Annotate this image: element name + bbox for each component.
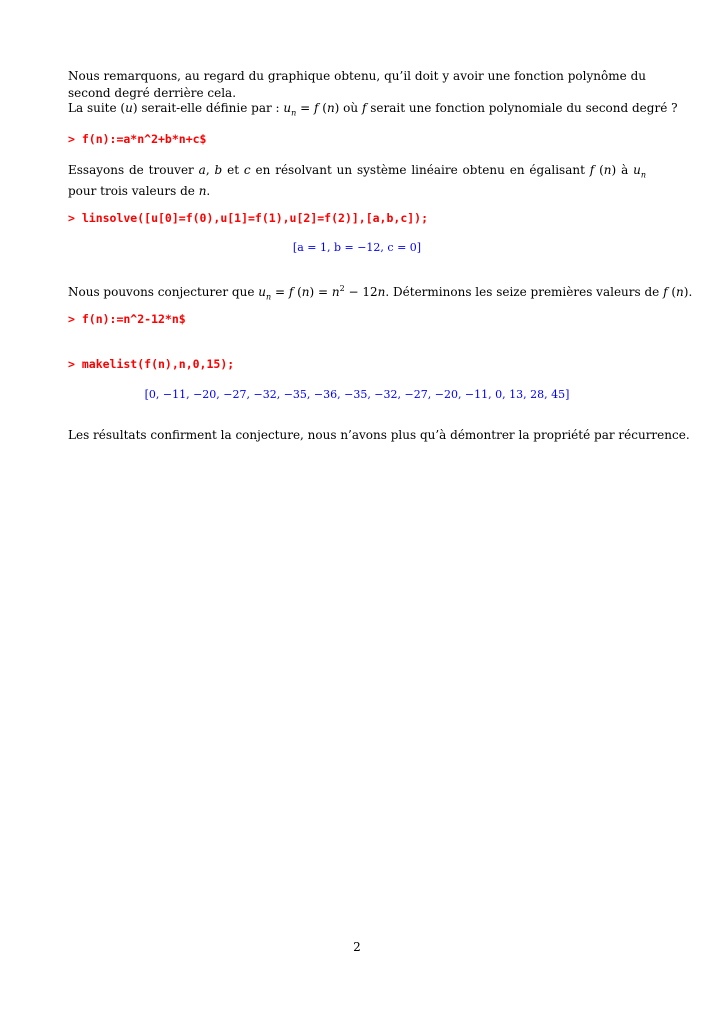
- paragraph-question: La suite (u) serait-elle définie par : $u_n = f$ (n) où f serait une fonction polynomiale du second degré ?: [68, 101, 678, 118]
- paragraph-method: Essayons de trouver a, b et c en résolvant un système linéaire obtenu en égalisant f (n) à $u_n$ pour trois valeurs de n.: [68, 163, 647, 199]
- maple-input-2: > linsolve([u[0]=f(0),u[1]=f(1),u[2]=f(2)],[a,b,c]);: [68, 211, 429, 225]
- paragraph-conjecture: Nous pouvons conjecturer que $u_n = f$ $(n) = n^2 - 12n$. Déterminons les seize premières valeurs de f (n).: [68, 284, 693, 302]
- paragraph-conclusion: Les résultats confirment la conjecture, nous n’avons plus qu’à démontrer la propriété par récurrence.: [68, 428, 690, 442]
- maple-input-4: > makelist(f(n),n,0,15);: [68, 357, 235, 371]
- maple-output-2: [0, −11, −20, −27, −32, −35, −36, −35, −32, −27, −20, −11, 0, 13, 28, 45]: [144, 388, 570, 401]
- maple-input-3: > f(n):=n^2-12*n$: [68, 312, 186, 326]
- page-number: 2: [353, 940, 361, 954]
- maple-input-1: > f(n):=a*n^2+b*n+c$: [68, 132, 207, 146]
- maple-output-1: [a = 1, b = −12, c = 0]: [292, 241, 422, 254]
- paragraph-intro: Nous remarquons, au regard du graphique obtenu, qu’il doit y avoir une fonction polynôme du second degré derrière cela.: [68, 69, 646, 100]
